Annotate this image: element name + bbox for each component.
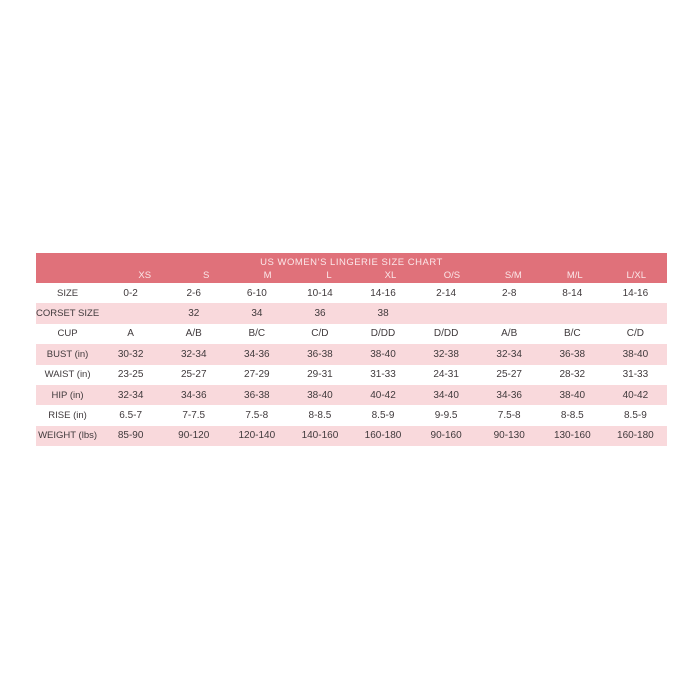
table-cell: 7.5-8 [497,410,521,422]
table-cell: 6-10 [246,287,267,299]
table-body [36,283,667,446]
table-cell: 8-8.5 [560,410,584,422]
table-cell: 23-25 [117,369,144,381]
table-cell: B/C [563,328,581,340]
table-cell: 90-160 [430,430,462,442]
row-label: HIP (in) [51,389,84,401]
table-cell: 27-29 [244,369,270,381]
table-cell: 32 [188,308,200,320]
table-cell: C/D [626,328,644,340]
chart-title: US WOMEN’S LINGERIE SIZE CHART [260,257,443,268]
table-row [36,344,667,364]
table-cell: 32-38 [433,348,459,360]
table-cell: 2-6 [186,287,201,299]
column-header: XS [138,270,152,281]
table-cell: C/D [311,328,329,340]
table-cell: 24-31 [433,369,459,381]
table-row [36,283,667,303]
row-label: CORSET SIZE [36,308,100,320]
table-cell: 28-32 [559,369,586,381]
table-cell: 36 [314,308,326,320]
table-cell: 7-7.5 [182,410,206,422]
table-cell: 160-180 [617,430,654,442]
row-label: CUP [57,328,78,340]
column-header-row [36,268,667,283]
table-cell: 38-40 [622,348,649,360]
table-cell: 36-38 [559,348,586,360]
table-cell: B/C [248,328,266,340]
table-row [36,324,667,344]
table-row [36,385,667,405]
table-cell: 8-14 [562,287,583,299]
table-cell: 9-9.5 [434,410,458,422]
column-header: S [202,270,210,281]
table-cell: 25-27 [496,369,522,381]
column-header: L [326,270,332,281]
table-header-band [36,253,667,283]
table-cell: 2-14 [436,287,457,299]
table-row [36,405,667,425]
table-cell: 85-90 [117,430,144,442]
table-cell: 8.5-9 [623,410,647,422]
column-header: L/XL [626,270,646,281]
table-cell: 32-34 [496,348,522,360]
table-cell: D/DD [370,328,396,340]
table-cell: 32-34 [117,389,144,401]
table-cell: 38 [377,308,389,320]
table-row [36,365,667,385]
column-header: S/M [504,270,522,281]
table-cell: 140-160 [301,430,339,442]
table-row [36,303,667,323]
table-cell: 14-16 [370,287,396,299]
table-cell [99,303,162,323]
row-label: SIZE [56,287,79,299]
table-cell [478,303,541,323]
table-cell: 25-27 [180,369,207,381]
table-cell: 90-130 [493,430,525,442]
table-cell: 40-42 [370,389,396,401]
table-cell: 34-36 [244,348,270,360]
table-cell: 120-140 [238,430,276,442]
table-cell: D/DD [433,328,459,340]
table-cell [604,303,667,323]
table-cell: A/B [185,328,202,340]
table-cell: 34-36 [496,389,522,401]
size-chart-table [36,253,667,446]
row-label: WEIGHT (lbs) [38,430,98,442]
column-header: XL [384,270,397,281]
table-cell: 7.5-8 [245,410,269,422]
table-cell: 34-36 [180,389,207,401]
column-header: M [263,270,272,281]
table-cell: 29-31 [307,369,333,381]
table-cell: 8.5-9 [371,410,395,422]
row-label: WAIST (in) [44,369,91,381]
table-cell: 0-2 [123,287,138,299]
table-cell: A [127,328,134,340]
table-cell: 90-120 [178,430,210,442]
table-cell: 32-34 [180,348,207,360]
table-cell: 38-40 [307,389,333,401]
table-cell: 30-32 [117,348,144,360]
table-cell: 14-16 [622,287,649,299]
column-header: O/S [443,270,461,281]
table-cell [415,303,478,323]
table-cell: 40-42 [622,389,649,401]
table-cell: 31-33 [370,369,396,381]
table-cell: 160-180 [364,430,402,442]
row-label: BUST (in) [46,348,89,360]
table-cell: 130-160 [553,430,591,442]
table-row [36,426,667,446]
table-cell: 38-40 [559,389,586,401]
table-cell: 2-8 [501,287,517,299]
table-cell: 38-40 [370,348,396,360]
table-cell: 6.5-7 [119,410,143,422]
table-cell: 8-8.5 [308,410,332,422]
table-cell: 34 [251,308,263,320]
row-label: RISE (in) [48,410,87,422]
table-cell: 36-38 [244,389,270,401]
table-cell: 31-33 [622,369,649,381]
table-cell [541,303,604,323]
table-cell: A/B [501,328,518,340]
table-cell: 10-14 [307,287,333,299]
column-header: M/L [566,270,583,281]
table-cell: 36-38 [307,348,333,360]
table-cell: 34-40 [433,389,459,401]
